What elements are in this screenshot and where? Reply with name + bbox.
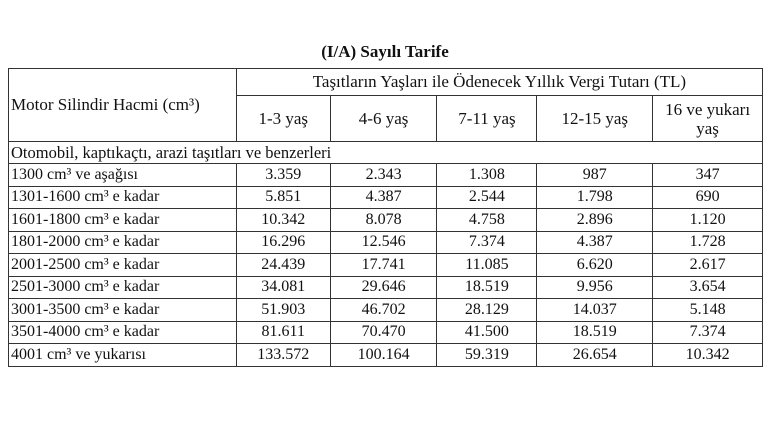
row-label: 3001-3500 cm³ e kadar — [9, 299, 237, 322]
tax-value-cell: 70.470 — [330, 321, 437, 344]
row-label: 1300 cm³ ve aşağısı — [9, 164, 237, 187]
tax-value-cell: 5.148 — [653, 299, 763, 322]
age-column-header: 4-6 yaş — [330, 96, 437, 142]
tax-value-cell: 347 — [653, 164, 763, 187]
tax-value-cell: 17.741 — [330, 254, 437, 277]
tax-value-cell: 81.611 — [236, 321, 330, 344]
tax-value-cell: 29.646 — [330, 276, 437, 299]
tax-value-cell: 34.081 — [236, 276, 330, 299]
row-label: 2501-3000 cm³ e kadar — [9, 276, 237, 299]
row-label: 4001 cm³ ve yukarısı — [9, 344, 237, 367]
table-row — [9, 321, 763, 344]
tax-value-cell: 18.519 — [537, 321, 653, 344]
tax-value-cell: 5.851 — [236, 186, 330, 209]
tax-value-cell: 51.903 — [236, 299, 330, 322]
tax-value-cell: 2.617 — [653, 254, 763, 277]
tax-value-cell: 1.798 — [537, 186, 653, 209]
tax-value-cell: 41.500 — [437, 321, 537, 344]
age-group-header: Taşıtların Yaşları ile Ödenecek Yıllık Vergi Tutarı (TL) — [236, 69, 762, 96]
table-row — [9, 276, 763, 299]
section-row — [9, 142, 763, 164]
table-row — [9, 254, 763, 277]
tax-value-cell: 11.085 — [437, 254, 537, 277]
table-title: (I/A) Sayılı Tarife — [321, 42, 449, 61]
table-row — [9, 299, 763, 322]
tax-value-cell: 3.654 — [653, 276, 763, 299]
tax-value-cell: 28.129 — [437, 299, 537, 322]
tax-value-cell: 1.728 — [653, 231, 763, 254]
age-column-header: 1-3 yaş — [236, 96, 330, 142]
row-label: 3501-4000 cm³ e kadar — [9, 321, 237, 344]
tax-value-cell: 10.342 — [236, 209, 330, 232]
row-label: 2001-2500 cm³ e kadar — [9, 254, 237, 277]
tax-value-cell: 46.702 — [330, 299, 437, 322]
tax-value-cell: 1.308 — [437, 164, 537, 187]
tax-value-cell: 26.654 — [537, 344, 653, 367]
tax-value-cell: 6.620 — [537, 254, 653, 277]
table-row — [9, 164, 763, 187]
table-row — [9, 186, 763, 209]
age-column-header: 7-11 yaş — [437, 96, 537, 142]
tax-value-cell: 100.164 — [330, 344, 437, 367]
tax-value-cell: 24.439 — [236, 254, 330, 277]
row-label: 1801-2000 cm³ e kadar — [9, 231, 237, 254]
tax-value-cell: 8.078 — [330, 209, 437, 232]
tax-value-cell: 1.120 — [653, 209, 763, 232]
table-row — [9, 209, 763, 232]
tax-value-cell: 18.519 — [437, 276, 537, 299]
row-label: 1301-1600 cm³ e kadar — [9, 186, 237, 209]
tax-value-cell: 10.342 — [653, 344, 763, 367]
section-label: Otomobil, kaptıkaçtı, arazi taşıtları ve benzerleri — [9, 142, 763, 164]
tax-value-cell: 14.037 — [537, 299, 653, 322]
motor-volume-header: Motor Silindir Hacmi (cm³) — [9, 69, 237, 142]
tax-value-cell: 16.296 — [236, 231, 330, 254]
tax-value-cell: 133.572 — [236, 344, 330, 367]
tax-value-cell: 3.359 — [236, 164, 330, 187]
tax-value-cell: 7.374 — [653, 321, 763, 344]
age-column-header: 16 ve yukarı yaş — [653, 96, 763, 142]
tax-value-cell: 2.544 — [437, 186, 537, 209]
tax-tariff-table — [8, 68, 763, 367]
tax-value-cell: 7.374 — [437, 231, 537, 254]
tax-value-cell: 2.896 — [537, 209, 653, 232]
row-label: 1601-1800 cm³ e kadar — [9, 209, 237, 232]
table-row — [9, 231, 763, 254]
tax-value-cell: 59.319 — [437, 344, 537, 367]
tax-value-cell: 4.758 — [437, 209, 537, 232]
header-row — [9, 69, 763, 96]
tax-value-cell: 690 — [653, 186, 763, 209]
tax-value-cell: 4.387 — [330, 186, 437, 209]
age-column-header: 12-15 yaş — [537, 96, 653, 142]
tax-value-cell: 987 — [537, 164, 653, 187]
tax-value-cell: 9.956 — [537, 276, 653, 299]
table-row — [9, 344, 763, 367]
tax-value-cell: 2.343 — [330, 164, 437, 187]
tax-value-cell: 12.546 — [330, 231, 437, 254]
tax-value-cell: 4.387 — [537, 231, 653, 254]
